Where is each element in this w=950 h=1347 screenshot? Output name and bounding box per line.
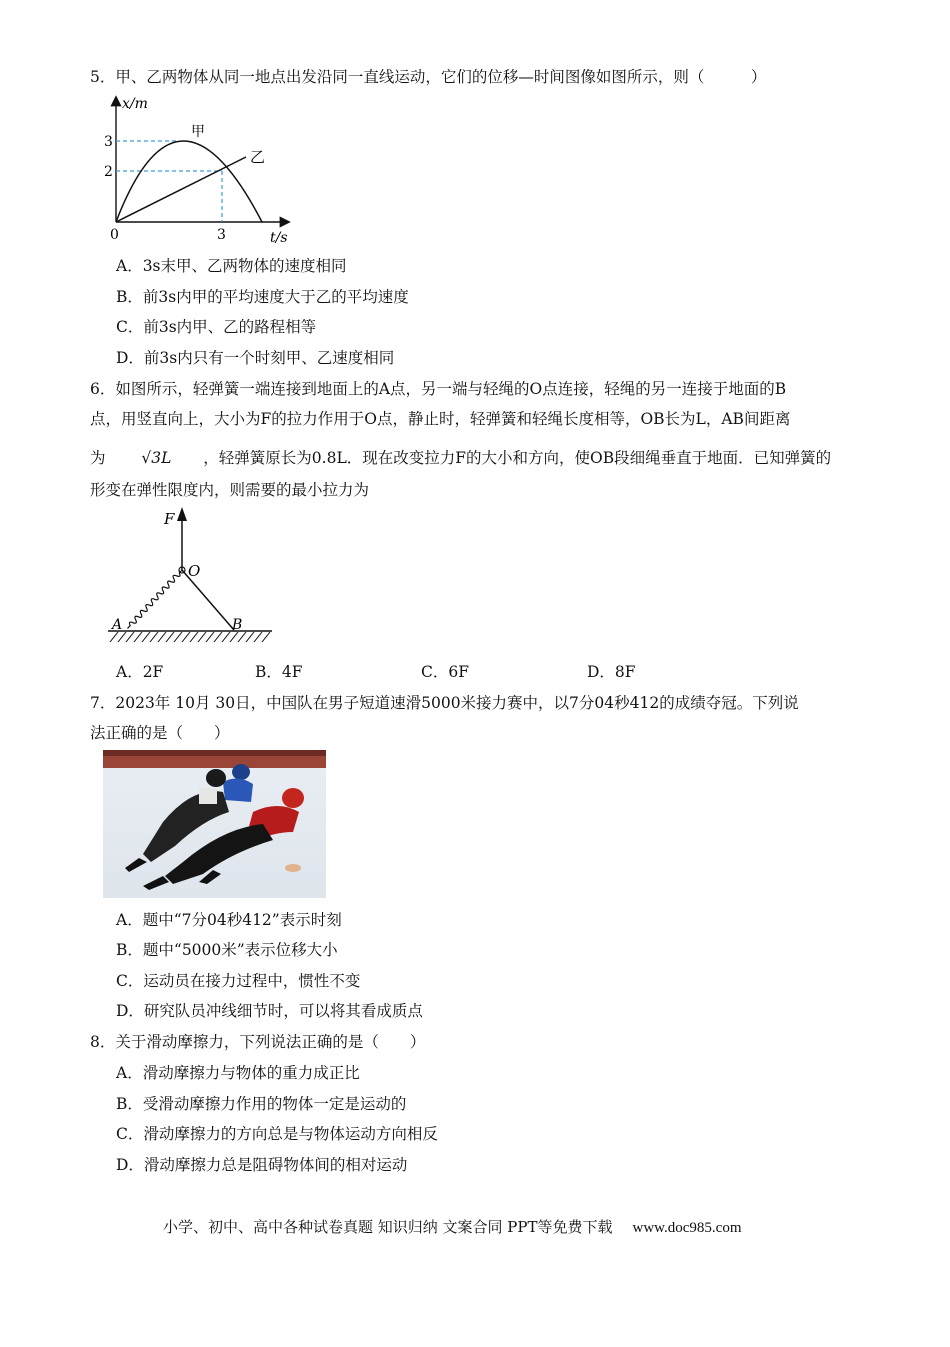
y-axis-label: x/m: [122, 96, 148, 112]
q5-option-d: D．前3s内只有一个时刻甲、乙速度相同: [116, 349, 395, 367]
q6-option-d: D．8F: [587, 663, 636, 681]
q6-stem-line3: [90, 448, 831, 468]
label-O: O: [188, 562, 201, 580]
q6-option-b: B．4F: [255, 663, 303, 681]
q6-option-a: A．2F: [116, 663, 164, 681]
q6-stem-line2: 点，用竖直向上，大小为F的拉力作用于O点，静止时，轻弹簧和轻绳长度相等，OB长为L，AB间距离: [90, 410, 791, 428]
q8-option-c: C．滑动摩擦力的方向总是与物体运动方向相反: [116, 1125, 438, 1143]
spring: [126, 568, 184, 630]
q5-option-b: B．前3s内甲的平均速度大于乙的平均速度: [116, 288, 409, 306]
x-tick-3: 3: [217, 227, 226, 243]
footer-url[interactable]: www.doc985.com: [632, 1220, 742, 1236]
q7-option-d: D．研究队员冲线细节时，可以将其看成质点: [116, 1002, 423, 1020]
curve-jia: [116, 141, 262, 222]
q7-stem-line2: 法正确的是（ ）: [90, 724, 230, 742]
q6-math-sqrt3L: √3L: [141, 449, 172, 467]
x-axis-label: t/s: [270, 230, 288, 246]
footer: [163, 1216, 742, 1237]
q6-spring-figure: [104, 505, 276, 648]
q7-option-b: B．题中“5000米”表示位移大小: [116, 941, 338, 959]
q8-option-b: B．受滑动摩擦力作用的物体一定是运动的: [116, 1095, 407, 1113]
footer-text: 小学、初中、高中各种试卷真题 知识归纳 文案合同 PPT等免费下载: [163, 1218, 613, 1236]
q6-stem-line1: 6．如图所示，轻弹簧一端连接到地面上的A点，另一端与轻绳的O点连接，轻绳的另一连接于地面的B: [90, 380, 787, 398]
line-yi: [116, 157, 246, 222]
q7-stem-line1: 7．2023年 10月 30日，中国队在男子短道速滑5000米接力赛中，以7分04秒412的成绩夺冠。下列说: [90, 694, 799, 712]
q6-stem-line3-post: ，轻弹簧原长为0.8L．现在改变拉力F的大小和方向，使OB段细绳垂直于地面．已知弹簧的: [203, 449, 832, 467]
label-jia: 甲: [191, 124, 205, 140]
q5-option-c: C．前3s内甲、乙的路程相等: [116, 318, 317, 336]
q6-stem-line4: 形变在弹性限度内，则需要的最小拉力为: [90, 481, 370, 499]
q5-option-a: A．3s末甲、乙两物体的速度相同: [116, 257, 347, 275]
q6-stem-line3-pre: 为: [90, 449, 106, 467]
origin-label: 0: [110, 227, 119, 243]
q5-stem: 5．甲、乙两物体从同一地点出发沿同一直线运动，它们的位移—时间图像如图所示，则（ ）: [90, 68, 767, 86]
y-tick-2: 2: [104, 164, 113, 180]
label-A: A: [112, 617, 123, 633]
q6-option-c: C．6F: [421, 663, 469, 681]
q7-option-c: C．运动员在接力过程中，惯性不变: [116, 972, 361, 990]
label-yi: 乙: [250, 148, 266, 166]
y-tick-3: 3: [104, 134, 113, 150]
q8-option-a: A．滑动摩擦力与物体的重力成正比: [116, 1064, 360, 1082]
label-B: B: [232, 617, 243, 633]
q7-option-a: A．题中“7分04秒412”表示时刻: [116, 911, 342, 929]
speed-skating-photo: [103, 750, 326, 898]
q8-option-d: D．滑动摩擦力总是阻碍物体间的相对运动: [116, 1156, 408, 1174]
q5-xt-graph: [96, 94, 296, 246]
q8-stem: 8．关于滑动摩擦力，下列说法正确的是（ ）: [90, 1033, 426, 1051]
label-F: F: [164, 510, 175, 528]
